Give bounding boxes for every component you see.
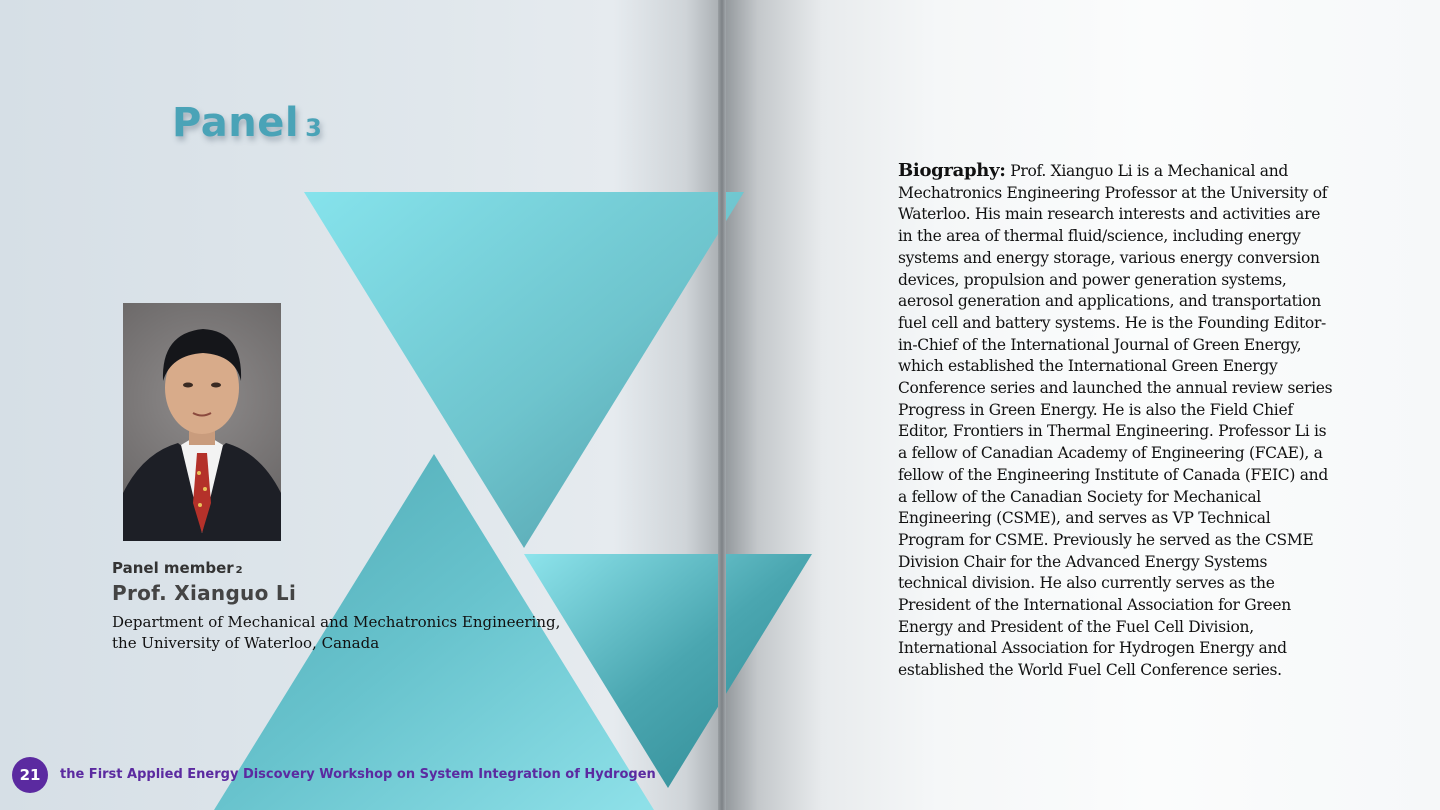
affiliation-line-2: the University of Waterloo, Canada: [112, 634, 380, 652]
page-title: [172, 100, 322, 146]
member-role-label: [112, 559, 243, 577]
member-role-text: Panel member: [112, 559, 234, 577]
triangle-top: [304, 192, 744, 548]
biography-text: Prof. Xianguo Li is a Mechanical and Mechatronics Engineering Professor at the University of Waterloo. His main research interests and activities are in the area of thermal fluid/science, including energy systems and energy storage, various energy conversion devices, propulsion and power generation systems, aerosol generation and applications, and transportation fuel cell and battery systems. He is the Founding Editor-in-Chief of the International Journal of Green Energy, which established the International Green Energy Conference series and launched the annual review series Progress in Green Energy. He is also the Field Chief Editor, Frontiers in Thermal Engineering. Professor Li is a fellow of Canadian Academy of Engineering (FCAE), a fellow of the Engineering Institute of Canada (FEIC) and a fellow of the Canadian Society for Mechanical Engineering (CSME), and serves as VP Technical Program for CSME. Previously he served as the CSME Division Chair for the Advanced Energy Systems technical division. He also currently serves as the President of the International Association for Green Energy and President of the Fuel Cell Division, International Association for Hydrogen Energy and established the World Fuel Cell Conference series.: [898, 162, 1333, 680]
biography-label: Biography:: [898, 160, 1006, 181]
member-name: Prof. Xianguo Li: [112, 581, 297, 605]
title-text: Panel: [172, 100, 300, 146]
person-portrait-image: [123, 303, 281, 541]
affiliation-line-1: Department of Mechanical and Mechatronics Engineering,: [112, 613, 561, 631]
member-photo: [123, 303, 281, 541]
footer-title: the First Applied Energy Discovery Workshop on System Integration of Hydrogen: [60, 767, 656, 782]
book-spine: [718, 0, 726, 810]
member-role-number: 2: [235, 565, 243, 576]
page-number-badge: 21: [12, 757, 48, 793]
title-number: 3: [305, 114, 323, 142]
biography-block: [898, 160, 1338, 682]
member-affiliation: [112, 612, 582, 654]
